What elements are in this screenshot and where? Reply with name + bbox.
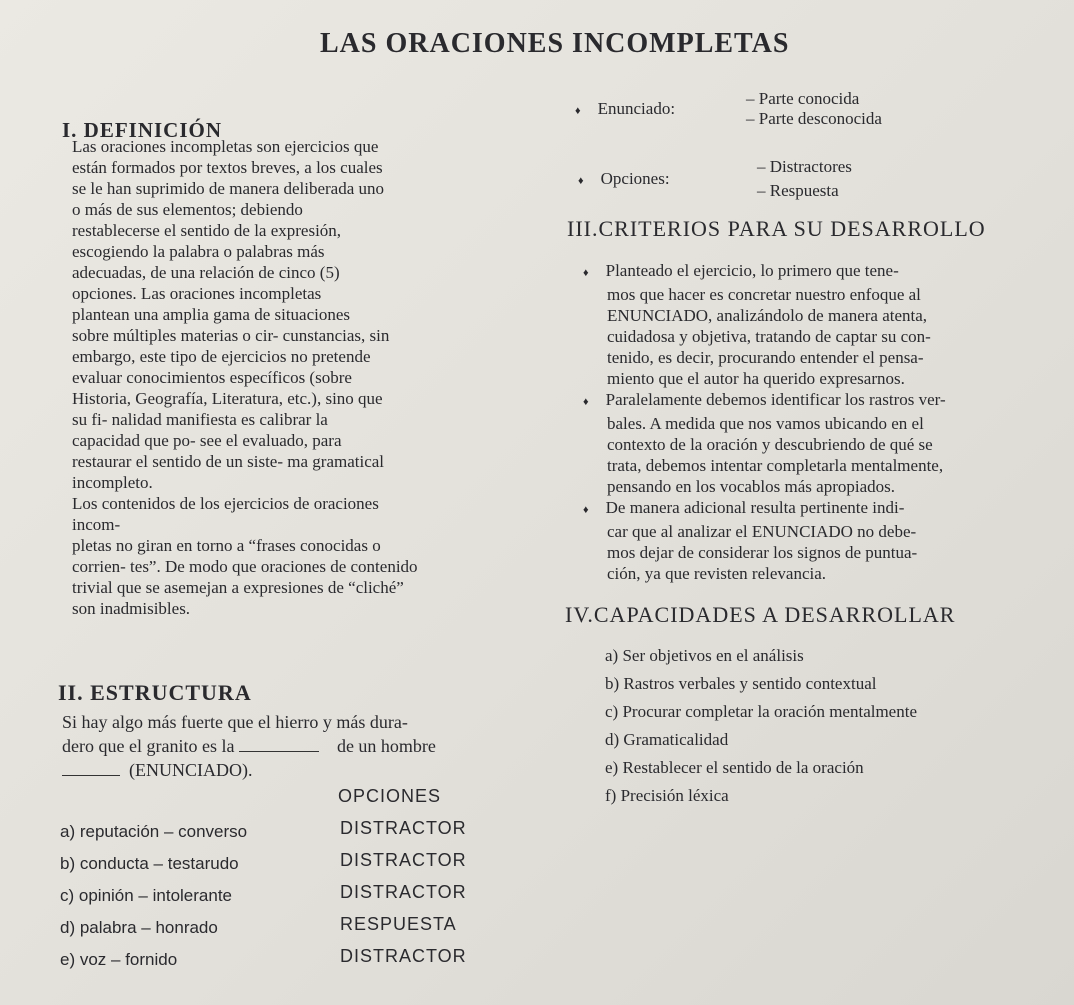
definicion-line: se le han suprimido de manera deliberada uno: [72, 179, 385, 198]
option-tag-e: DISTRACTOR: [340, 946, 467, 966]
section-criterios-body: ♦ Planteado el ejercicio, lo primero que tene- mos que hacer es concretar nuestro enfoque al ENUNCIADO, analizándolo de manera atenta, cuidadosa y objetiva, tratando de captar su con- tenido, es decir, procurando entender el pensa- miento que el autor ha querido expresarnos. ♦ Paralelamente debemos identificar los rastros ver- bales. A medida que nos vamos ubicando en el contexto de la oración y descubriendo de qué se trata, debemos intentar completarla mentalmente, pensando en los vocablos más apropiados. ♦ De manera adicional resulta pertinente indi- car que al analizar el ENUNCIADO no debe- mos dejar de considerar los signos de puntua- ción, ya que revisten relevancia.: [583, 261, 946, 583]
definicion-line: incom-: [72, 515, 121, 534]
definicion-line: adecuadas, de una relación de cinco (5): [72, 263, 340, 282]
sentence-blank-2: [62, 761, 120, 776]
opciones-label: [578, 168, 670, 192]
diamond-bullet-icon: ♦: [575, 105, 581, 117]
option-item-b: b) conducta – testarudo: [60, 854, 239, 873]
option-item-a: a) reputación – converso: [60, 822, 248, 841]
page-title: LAS ORACIONES INCOMPLETAS: [320, 28, 790, 59]
definicion-line: Las oraciones incompletas son ejercicios que: [72, 137, 379, 156]
section-capacidades-list: [605, 642, 917, 810]
diamond-bullet-icon: ♦: [583, 504, 589, 516]
definicion-line: opciones. Las oraciones incompletas: [72, 284, 322, 303]
enunciado-item-unknown: – Parte desconocida: [746, 109, 882, 128]
example-enunciado: Si hay algo más fuerte que el hierro y más dura- dero que el granito es la de un hombre (ENUNCIADO).: [62, 712, 436, 780]
section-definicion-heading: I. DEFINICIÓN: [62, 118, 223, 142]
option-tag-c: DISTRACTOR: [340, 882, 467, 902]
enunciado-label: [575, 98, 675, 122]
definicion-line: Historia, Geografía, Literatura, etc.), sino que: [72, 389, 383, 408]
section-criterios-heading: III.CRITERIOS PARA SU DESARROLLO: [567, 216, 986, 241]
option-tags: [340, 812, 467, 972]
capacidad-item: f) Precisión léxica: [605, 786, 729, 805]
definicion-line: o más de sus elementos; debiendo: [72, 200, 303, 219]
options-list: [60, 816, 247, 976]
definicion-line: están formados por textos breves, a los cuales: [72, 158, 383, 177]
capacidad-item: a) Ser objetivos en el análisis: [605, 646, 804, 665]
definicion-line: Los contenidos de los ejercicios de oraciones: [72, 494, 379, 513]
option-item-c: c) opinión – intolerante: [60, 886, 233, 905]
capacidad-item: e) Restablecer el sentido de la oración: [605, 758, 864, 777]
opciones-item-distractores: – Distractores: [757, 157, 852, 176]
opciones-item-respuesta: – Respuesta: [757, 181, 839, 200]
option-tag-b: DISTRACTOR: [340, 850, 467, 870]
capacidad-item: c) Procurar completar la oración mentalmente: [605, 702, 917, 721]
opciones-heading: OPCIONES: [338, 786, 442, 806]
definicion-line: su fi- nalidad manifiesta es calibrar la: [72, 410, 328, 429]
option-tag-d: RESPUESTA: [340, 914, 457, 934]
capacidad-item: b) Rastros verbales y sentido contextual: [605, 674, 877, 693]
definicion-line: restaurar el sentido de un siste- ma gramatical: [72, 452, 385, 471]
definicion-line: embargo, este tipo de ejercicios no pretende: [72, 347, 371, 366]
option-tag-a: DISTRACTOR: [340, 818, 467, 838]
definicion-line: capacidad que po- see el evaluado, para: [72, 431, 342, 450]
section-definicion-body: [72, 136, 418, 619]
enunciado-item-known: – Parte conocida: [746, 89, 860, 108]
option-item-e: e) voz – fornido: [60, 950, 178, 969]
option-item-d: d) palabra – honrado: [60, 918, 218, 937]
section-capacidades-heading: IV.CAPACIDADES A DESARROLLAR: [565, 602, 956, 627]
definicion-line: trivial que se asemejan a expresiones de “cliché”: [72, 578, 404, 597]
opciones-label-text: Opciones:: [600, 169, 670, 188]
definicion-line: pletas no giran en torno a “frases conocidas o: [72, 536, 381, 555]
enunciado-label-text: Enunciado:: [597, 99, 676, 118]
capacidad-item: d) Gramaticalidad: [605, 730, 729, 749]
diamond-bullet-icon: ♦: [583, 396, 589, 408]
definicion-line: son inadmisibles.: [72, 599, 191, 618]
definicion-line: evaluar conocimientos específicos (sobre: [72, 368, 352, 387]
section-estructura-heading: II. ESTRUCTURA: [58, 680, 252, 705]
definicion-line: incompleto.: [72, 473, 153, 492]
definicion-line: plantean una amplia gama de situaciones: [72, 305, 351, 324]
diamond-bullet-icon: ♦: [578, 175, 584, 187]
definicion-line: corrien- tes”. De modo que oraciones de contenido: [72, 557, 418, 576]
definicion-line: escogiendo la palabra o palabras más: [72, 242, 325, 261]
definicion-line: restablecerse el sentido de la expresión,: [72, 221, 342, 240]
diamond-bullet-icon: ♦: [583, 267, 589, 279]
definicion-line: sobre múltiples materias o cir- cunstancias, sin: [72, 326, 390, 345]
sentence-blank-1: [239, 737, 319, 752]
